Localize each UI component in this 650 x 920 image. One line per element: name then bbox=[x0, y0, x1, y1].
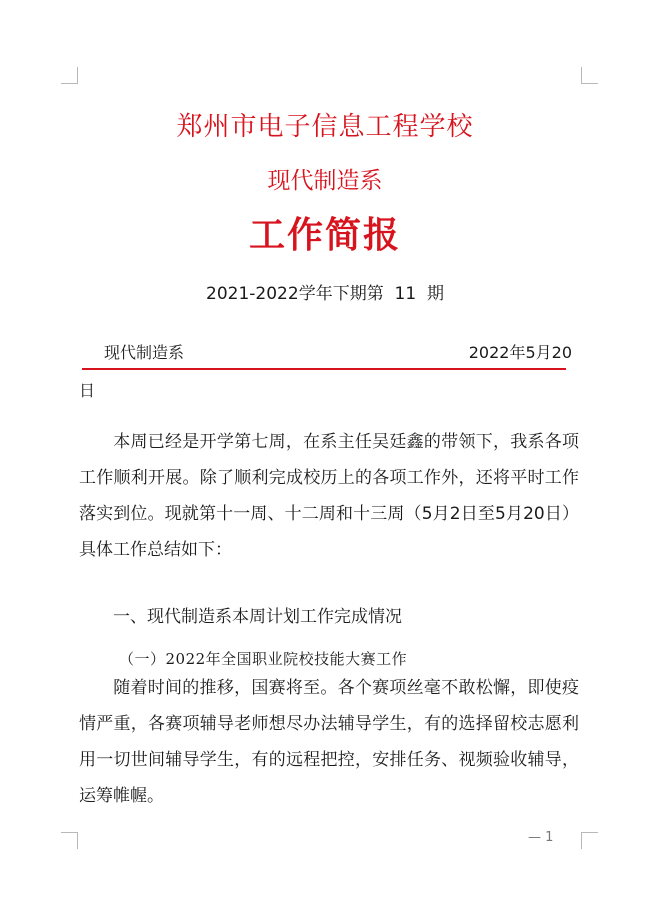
meta-date-continued: 日 bbox=[79, 381, 96, 400]
section-text: 随着时间的推移，国赛将至。各个赛项丝毫不敢松懈，即使疫情严重，各赛项辅导老师想尽办法辅导学生，有的选择留校志愿利用一切世间辅导学生，有的远程把控，安排任务、视频验收辅导，运筹帷幄。 bbox=[79, 678, 579, 806]
department-title: 现代制造系 bbox=[267, 168, 383, 194]
issue-number: 2021-2022学年下期第 11 期 bbox=[206, 284, 444, 304]
meta-date: 2022年5月20 bbox=[468, 343, 572, 362]
corner-mark-bottom-left bbox=[61, 832, 78, 849]
section-paragraph bbox=[79, 670, 579, 814]
corner-mark-top-left bbox=[61, 67, 78, 84]
intro-paragraph bbox=[79, 424, 579, 568]
school-name: 郑州市电子信息工程学校 bbox=[176, 112, 474, 142]
red-divider bbox=[82, 368, 566, 370]
corner-mark-top-right bbox=[581, 67, 598, 84]
meta-department: 现代制造系 bbox=[104, 343, 185, 362]
corner-mark-bottom-right bbox=[581, 832, 598, 849]
intro-text: 本周已经是开学第七周，在系主任吴廷鑫的带领下，我系各项工作顺利开展。除了顺利完成校历上的各项工作外，还将平时工作落实到位。现就第十一周、十二周和十三周（5月2日至5月20日）具体工作总结如下： bbox=[79, 432, 579, 560]
page-number: — 1 bbox=[528, 830, 554, 845]
report-title: 工作简报 bbox=[248, 215, 401, 256]
section-subheading: （一）2022年全国职业院校技能大赛工作 bbox=[119, 650, 408, 668]
section-heading: 一、现代制造系本周计划工作完成情况 bbox=[113, 607, 402, 627]
